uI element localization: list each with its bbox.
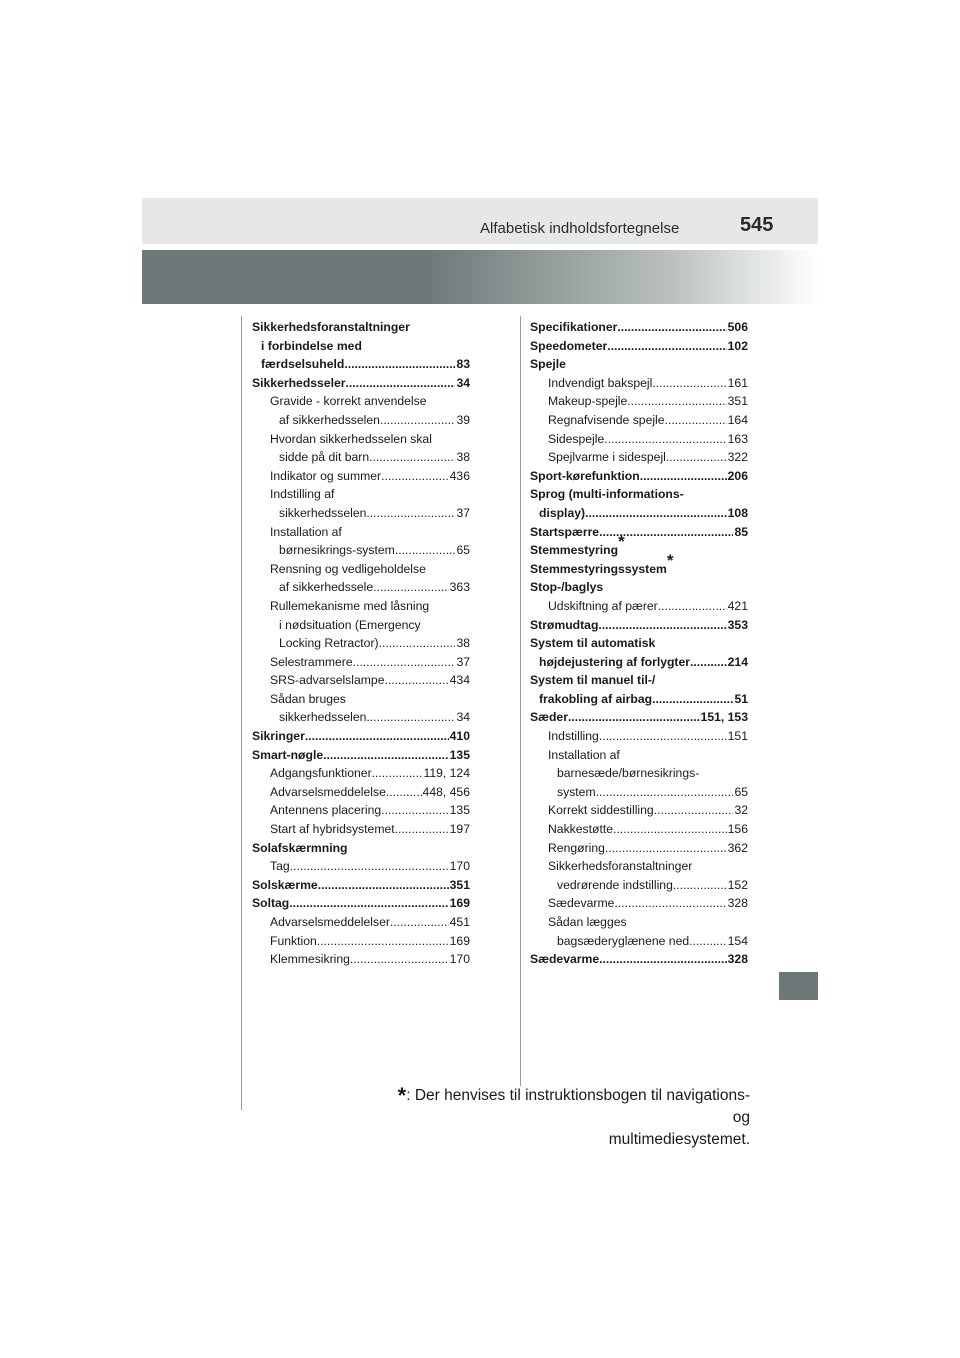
index-column-right [530, 318, 748, 969]
index-entry-page: 164 [727, 412, 748, 427]
section-banner [142, 250, 818, 304]
index-entry-page: 83 [456, 357, 470, 372]
index-entry [252, 783, 470, 802]
index-entry [252, 708, 470, 727]
index-entry [530, 708, 748, 727]
dot-leader [585, 504, 727, 523]
dot-leader [390, 913, 449, 932]
dot-leader [652, 374, 726, 393]
index-entry-term: display) [539, 505, 586, 520]
index-entry-term: Speedometer [530, 338, 608, 353]
index-entry-term: Smart-nøgle [252, 747, 324, 762]
dot-leader [613, 820, 727, 839]
dot-leader [689, 932, 727, 951]
footnote-text-1: : Der henvises til instruktionsbogen til navigations- og [406, 1087, 750, 1126]
dot-leader [381, 467, 449, 486]
index-entry-term: Spejle [530, 357, 566, 372]
index-entry-term: bagsæderyglænene ned [557, 933, 690, 948]
dot-leader [658, 597, 727, 616]
index-entry [530, 337, 748, 356]
index-entry-term: Stemmestyring [530, 543, 619, 558]
index-entry-term: Sådan lægges [548, 915, 627, 929]
index-entry-term: Advarselsmeddelelse [270, 784, 386, 799]
index-entry-page: 135 [449, 803, 470, 818]
dot-leader [607, 337, 726, 356]
index-entry-page: 362 [727, 840, 748, 855]
index-entry [530, 839, 748, 858]
index-entry [252, 857, 470, 876]
page-number: 545 [740, 214, 774, 236]
index-entry [530, 727, 748, 746]
index-entry-page: 363 [449, 580, 470, 595]
index-entry [530, 913, 748, 932]
left-margin-rule [241, 316, 242, 1110]
index-entry-page: 170 [449, 952, 470, 967]
index-entry [252, 616, 470, 635]
dot-leader [599, 950, 727, 969]
index-entry-term: Installation af [548, 747, 620, 762]
index-entry-page: 161 [727, 375, 748, 390]
index-entry-term: Indvendigt bakspejl [548, 375, 653, 390]
index-entry-term: Locking Retractor) [279, 636, 379, 651]
index-entry-page: 39 [456, 412, 470, 427]
index-entry-page: 152 [727, 877, 748, 892]
index-column-left [252, 318, 470, 969]
footnote-line-2: multimediesystemet. [608, 1131, 750, 1148]
dot-leader [690, 653, 727, 672]
index-entry [530, 820, 748, 839]
index-entry [252, 932, 470, 951]
index-entry [252, 541, 470, 560]
index-entry [530, 578, 748, 597]
dot-leader [384, 671, 448, 690]
dot-leader [568, 708, 700, 727]
index-entry-term: vedrørende indstilling [557, 877, 673, 892]
index-entry [530, 857, 748, 876]
index-entry-term: Specifikationer [530, 320, 618, 334]
dot-leader [380, 411, 455, 430]
index-entry [252, 504, 470, 523]
index-entry-term: SRS-advarselslampe [270, 673, 385, 688]
footnote-marker: * [666, 550, 674, 570]
index-entry-term: Stemmestyringssystem [530, 561, 667, 576]
index-entry-term: Start af hybridsystemet [270, 822, 395, 837]
index-entry-term: Sikkerhedsforanstaltninger [548, 859, 693, 874]
index-entry [530, 876, 748, 895]
dot-leader [598, 616, 726, 635]
index-entry-term: Sidespejle [548, 431, 605, 446]
dot-leader [323, 746, 449, 765]
index-entry-term: Installation af [270, 524, 342, 539]
index-entry-term: Rengøring [548, 840, 605, 855]
dot-leader [372, 764, 423, 783]
index-entry-term: Klemmesikring [270, 952, 350, 967]
dot-leader [673, 876, 727, 895]
index-entry [530, 616, 748, 635]
index-entry-page: 135 [449, 747, 470, 762]
index-entry-term: System til automatisk [530, 636, 656, 651]
index-entry-term: Sådan bruges [270, 691, 346, 706]
index-entry [530, 448, 748, 467]
index-entry-page: 65 [456, 543, 470, 558]
dot-leader [627, 392, 726, 411]
dot-leader [379, 634, 456, 653]
index-entry [252, 578, 470, 597]
index-entry-page: 38 [456, 636, 470, 651]
index-entry-term: Sikkerhedsseler [252, 375, 346, 390]
dot-leader [344, 355, 455, 374]
index-entry-term: sikkerhedsselen [279, 710, 367, 725]
index-entry-page: 353 [727, 617, 748, 632]
index-entry [530, 597, 748, 616]
index-entry-term: Sædevarme [548, 896, 615, 911]
index-entry [252, 690, 470, 709]
index-entry [252, 820, 470, 839]
index-entry-term: Nakkestøtte [548, 822, 614, 837]
index-entry-page: 169 [449, 896, 470, 911]
index-entry-term: Korrekt siddestilling [548, 803, 654, 818]
index-entry-page: 169 [449, 933, 470, 948]
index-entry-term: af sikkerhedsselen [279, 412, 380, 427]
index-entry-term: Udskiftning af pærer [548, 598, 658, 613]
index-entry-page: 34 [456, 710, 470, 725]
footnote-line-1 [380, 1082, 750, 1129]
index-entry [252, 411, 470, 430]
dot-leader [395, 820, 449, 839]
index-entry [530, 523, 748, 542]
index-entry-term: Indikator og summer [270, 468, 382, 483]
index-entry [252, 764, 470, 783]
index-entry [252, 597, 470, 616]
index-entry [252, 318, 470, 337]
index-entry-term: i forbindelse med [261, 338, 362, 353]
index-entry-page: 34 [456, 375, 470, 390]
index-entry [530, 485, 748, 504]
dot-leader [305, 727, 449, 746]
index-entry [530, 690, 748, 709]
index-entry [252, 448, 470, 467]
dot-leader [366, 504, 455, 523]
index-entry [252, 467, 470, 486]
index-entry-term: Sport-kørefunktion [530, 468, 640, 483]
index-entry-page: 102 [727, 338, 748, 353]
index-entry-page: 170 [449, 859, 470, 874]
index-entry-term: af sikkerhedssele [279, 580, 374, 595]
chapter-tab [779, 972, 818, 1000]
index-entry [252, 839, 470, 858]
index-entry [530, 467, 748, 486]
dot-leader [373, 578, 448, 597]
index-entry-term: Funktion [270, 933, 317, 948]
footnote-marker: * [618, 532, 625, 552]
index-entry-page: 119, 124 [423, 766, 470, 781]
dot-leader [666, 448, 727, 467]
footnote [380, 1082, 750, 1151]
index-entry [530, 764, 748, 783]
index-entry [252, 634, 470, 653]
index-entry-page: 410 [449, 729, 470, 744]
index-entry-page: 421 [727, 598, 748, 613]
index-entry-page: 197 [449, 822, 470, 837]
index-entry-term: Sæder [530, 710, 568, 725]
dot-leader [604, 430, 726, 449]
index-entry [252, 727, 470, 746]
dot-leader [386, 783, 422, 802]
index-entry [530, 950, 748, 969]
index-entry-page: 351 [449, 877, 470, 892]
index-entry-page: 108 [727, 505, 748, 520]
index-entry-term: Soltag [252, 896, 290, 911]
index-entry-page: 38 [456, 450, 470, 465]
index-entry-term: Makeup-spejle [548, 394, 628, 409]
index-entry-page: 322 [727, 450, 748, 465]
index-entry-term: Rensning og vedligeholdelse [270, 561, 426, 576]
index-entry [530, 392, 748, 411]
index-entry-term: Sædevarme [530, 952, 600, 967]
index-entry-term: Solskærme [252, 877, 318, 892]
index-entry-page: 32 [734, 803, 748, 818]
index-entry [252, 523, 470, 542]
dot-leader [596, 783, 734, 802]
index-entry-term: i nødsituation (Emergency [279, 617, 421, 632]
dot-leader [317, 932, 449, 951]
index-entry [530, 671, 748, 690]
index-entry [530, 932, 748, 951]
dot-leader [369, 448, 455, 467]
dot-leader [599, 727, 727, 746]
index-entry-page: 151 [727, 729, 748, 744]
index-entry [252, 950, 470, 969]
index-entry-page: 51 [734, 691, 748, 706]
index-entry [252, 560, 470, 579]
dot-leader [289, 894, 448, 913]
index-entry-term: Indstilling [548, 729, 599, 744]
index-entry [530, 801, 748, 820]
index-entry-term: Startspærre [530, 524, 600, 539]
index-entry-term: Strømudtag [530, 617, 599, 632]
dot-leader [640, 467, 727, 486]
dot-leader [350, 950, 449, 969]
index-entry-term: højdejustering af forlygter [539, 654, 691, 669]
dot-leader [318, 876, 449, 895]
index-entry-page: 206 [727, 468, 748, 483]
index-entry-term: Spejlvarme i sidespejl [548, 450, 666, 465]
index-entry [530, 318, 748, 337]
index-entry-term: børnesikrings-system [279, 543, 395, 558]
index-entry-term: Solafskærmning [252, 840, 348, 855]
dot-leader [654, 801, 734, 820]
index-entry-page: 451 [449, 915, 470, 929]
index-entry-term: system [557, 784, 596, 799]
index-entry [530, 355, 748, 374]
section-title: Alfabetisk indholdsfortegnelse [480, 220, 680, 237]
index-entry [530, 374, 748, 393]
index-entry-page: 37 [456, 505, 470, 520]
index-entry-term: Sikringer [252, 729, 305, 744]
index-entry-page: 154 [727, 933, 748, 948]
index-entry-page: 151, 153 [700, 710, 748, 725]
index-entry-term: Stop-/baglys [530, 580, 604, 595]
index-entry [530, 894, 748, 913]
index-entry-term: færdselsuheld [261, 357, 345, 372]
index-entry-page: 328 [727, 952, 748, 967]
dot-leader [353, 653, 456, 672]
index-entry [252, 671, 470, 690]
index-entry [530, 430, 748, 449]
index-entry [252, 374, 470, 393]
index-entry-term: Adgangsfunktioner [270, 766, 372, 781]
index-entry-term: Tag [270, 859, 290, 874]
index-entry-page: 436 [449, 468, 470, 483]
index-entry [252, 894, 470, 913]
index-entry-term: Indstilling af [270, 487, 335, 502]
index-entry-page: 163 [727, 431, 748, 446]
index-entry [252, 485, 470, 504]
index-entry [530, 634, 748, 653]
index-entry [530, 746, 748, 765]
index-entry-term: Hvordan sikkerhedsselen skal [270, 431, 432, 446]
index-entry [530, 550, 748, 579]
index-entry-page: 65 [734, 784, 748, 799]
dot-leader [290, 857, 449, 876]
index-entry [252, 876, 470, 895]
index-entry-page: 37 [456, 654, 470, 669]
index-entry-term: Antennens placering [270, 803, 382, 818]
footnote-star: * [397, 1083, 407, 1108]
dot-leader [617, 318, 726, 337]
index-entry-page: 434 [449, 673, 470, 688]
index-entry-term: sikkerhedsselen [279, 505, 367, 520]
index-entry-term: Sprog (multi-informations- [530, 487, 684, 502]
index-entry-term: Selestrammere [270, 654, 353, 669]
index-entry-term: Regnafvisende spejle [548, 412, 665, 427]
index-entry-term: Gravide - korrekt anvendelse [270, 394, 427, 409]
index-entry-page: 85 [734, 524, 748, 539]
dot-leader [605, 839, 727, 858]
dot-leader [665, 411, 727, 430]
index-entry [252, 653, 470, 672]
index-entry [530, 783, 748, 802]
index-entry [252, 801, 470, 820]
index-entry-term: sidde på dit barn [279, 450, 370, 465]
dot-leader [652, 690, 733, 709]
dot-leader [346, 374, 456, 393]
index-entry [530, 532, 748, 560]
index-entry-page: 328 [727, 896, 748, 911]
index-entry [252, 355, 470, 374]
dot-leader [366, 708, 455, 727]
index-entry-term: frakobling af airbag [539, 691, 653, 706]
dot-leader [381, 801, 449, 820]
index-entry-page: 448, 456 [422, 784, 470, 799]
index-entry-term: Advarselsmeddelelser [270, 915, 390, 929]
index-entry-page: 351 [727, 394, 748, 409]
index-entry-term: Sikkerhedsforanstaltninger [252, 320, 410, 334]
index-entry [252, 337, 470, 356]
dot-leader [395, 541, 456, 560]
index-entry-term: Rullemekanisme med låsning [270, 598, 430, 613]
index-entry [530, 653, 748, 672]
dot-leader [614, 894, 726, 913]
index-entry [252, 913, 470, 932]
index-entry-page: 214 [727, 654, 748, 669]
column-divider-rule [520, 316, 521, 1086]
index-entry-term: barnesæde/børnesikrings- [557, 766, 700, 781]
index-entry [252, 430, 470, 449]
index-entry-page: 506 [727, 320, 748, 334]
index-entry [530, 411, 748, 430]
index-entry-term: System til manuel til-/ [530, 673, 656, 688]
index-entry [530, 504, 748, 523]
index-entry-page: 156 [727, 822, 748, 837]
index-entry [252, 392, 470, 411]
index-entry [252, 746, 470, 765]
